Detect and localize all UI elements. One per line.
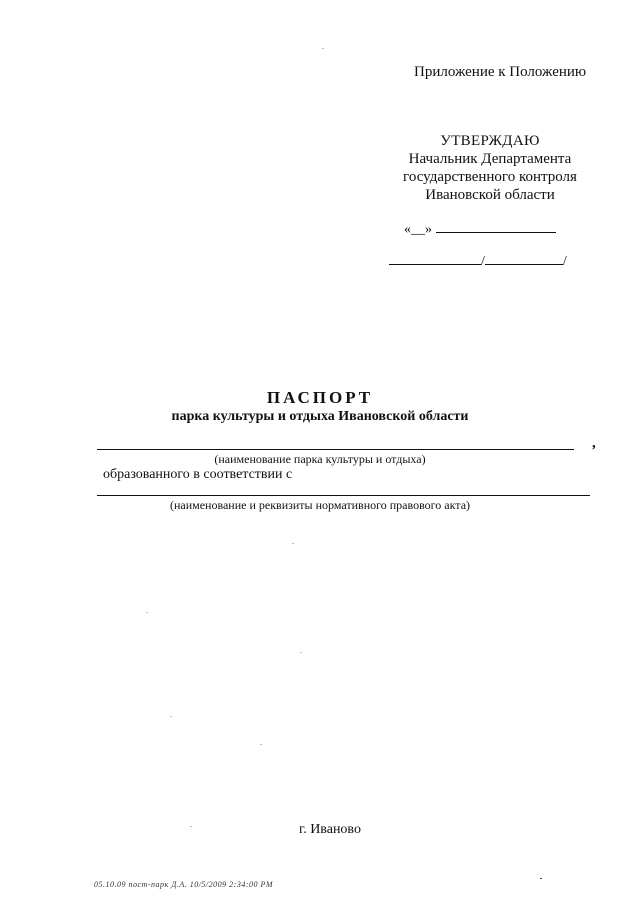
formed-in-accordance-text: образованного в соответствии с xyxy=(103,467,293,482)
signature-separator-end: / xyxy=(562,254,567,269)
signature-blank xyxy=(389,252,481,265)
date-day-quote: «__» xyxy=(404,222,432,237)
signature-line xyxy=(389,252,567,270)
park-name-caption: (наименование парка культуры и отдыха) xyxy=(214,452,426,466)
signature-separator: / xyxy=(481,254,485,269)
approver-position-line1: Начальник Департамента xyxy=(408,151,572,167)
scan-speck xyxy=(540,878,542,879)
legal-act-line xyxy=(97,495,590,496)
scan-speck xyxy=(170,716,172,717)
approver-position-line3: Ивановской области xyxy=(425,187,555,203)
scan-speck xyxy=(190,826,192,827)
approval-block xyxy=(380,132,600,204)
scan-speck xyxy=(292,543,294,544)
scan-speck xyxy=(322,48,324,49)
approval-date-line xyxy=(404,220,556,238)
document-subtitle: парка культуры и отдыха Ивановской области xyxy=(171,409,469,424)
legal-act-caption: (наименование и реквизиты нормативного правового акта) xyxy=(169,498,471,512)
document-title: ПАСПОРТ xyxy=(266,388,374,407)
name-blank xyxy=(485,252,563,265)
trailing-comma: , xyxy=(592,435,596,451)
date-month-blank xyxy=(436,220,556,233)
park-name-line xyxy=(97,449,574,450)
city-name: г. Иваново xyxy=(299,822,361,837)
approver-position-line2: государственного контроля xyxy=(403,169,577,185)
scan-speck xyxy=(260,744,262,745)
appendix-label: Приложение к Положению xyxy=(414,64,587,80)
scan-speck xyxy=(146,612,148,613)
file-stamp: 05.10.09 пост-парк Д.А. 10/5/2009 2:34:00 PM xyxy=(94,880,274,889)
scan-speck xyxy=(300,652,302,653)
approve-heading: УТВЕРЖДАЮ xyxy=(440,133,540,149)
